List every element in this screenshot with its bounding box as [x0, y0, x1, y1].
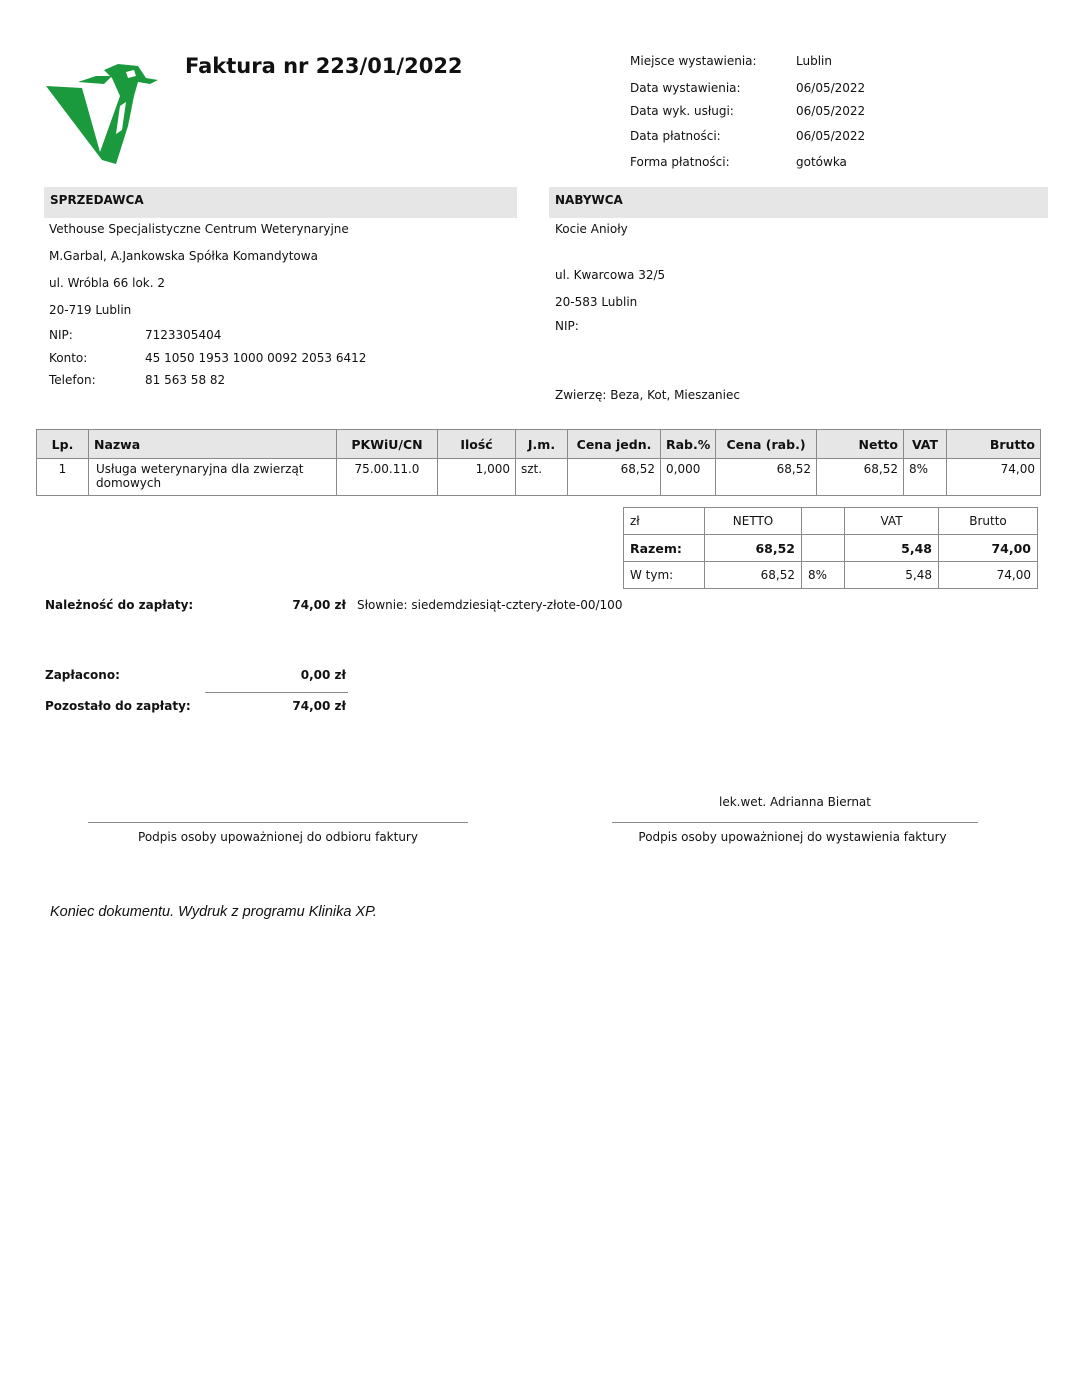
summary-of-which-rate: 8%: [802, 562, 845, 589]
amount-due-label: Należność do zapłaty:: [45, 598, 194, 612]
meta-value-service-date: 06/05/2022: [796, 104, 866, 118]
summary-of-which-row: [624, 562, 1038, 589]
cell-quantity: 1,000: [438, 459, 516, 496]
summary-header-row: [624, 508, 1038, 535]
meta-label-place: Miejsce wystawienia:: [630, 54, 757, 68]
col-header-name: Nazwa: [89, 430, 337, 459]
summary-header-net: NETTO: [705, 508, 802, 535]
issuer-name: lek.wet. Adrianna Biernat: [719, 795, 871, 809]
vat-summary-table: [623, 507, 1038, 589]
paid-value: 0,00 zł: [300, 668, 346, 682]
summary-header-vat: VAT: [845, 508, 939, 535]
summary-total-rate: [802, 535, 845, 562]
cell-unit: szt.: [516, 459, 568, 496]
cell-unit-price: 68,52: [568, 459, 661, 496]
seller-account-label: Konto:: [49, 351, 88, 365]
col-header-quantity: Ilość: [438, 430, 516, 459]
cell-lp: 1: [37, 459, 89, 496]
amount-in-words: Słownie: siedemdziesiąt-cztery-złote-00/100: [357, 598, 623, 612]
document-footer: Koniec dokumentu. Wydruk z programu Klinika XP.: [50, 904, 377, 920]
amount-due-value: 74,00 zł: [292, 598, 346, 612]
summary-total-label: Razem:: [624, 535, 705, 562]
col-header-pkwiu: PKWiU/CN: [337, 430, 438, 459]
meta-label-service-date: Data wyk. usługi:: [630, 104, 734, 118]
cell-name: Usługa weterynaryjna dla zwierząt domowych: [89, 459, 337, 496]
meta-value-payment-date: 06/05/2022: [796, 129, 866, 143]
buyer-name: Kocie Anioły: [555, 222, 628, 236]
buyer-city: 20-583 Lublin: [555, 295, 638, 309]
remaining-value: 74,00 zł: [292, 699, 346, 713]
buyer-nip-label: NIP:: [555, 319, 579, 333]
col-header-vat: VAT: [904, 430, 947, 459]
clinic-logo-icon: [42, 56, 162, 166]
items-header-row: [37, 430, 1041, 459]
invoice-title: Faktura nr 223/01/2022: [185, 54, 463, 78]
meta-value-place: Lublin: [796, 54, 832, 68]
receiver-signature-caption: Podpis osoby upoważnionej do odbioru faktury: [138, 830, 418, 844]
meta-label-issue-date: Data wystawienia:: [630, 81, 741, 95]
col-header-discounted-price: Cena (rab.): [716, 430, 817, 459]
receiver-signature-line: [88, 822, 468, 823]
seller-nip-label: NIP:: [49, 328, 73, 342]
summary-of-which-net: 68,52: [705, 562, 802, 589]
summary-of-which-vat: 5,48: [845, 562, 939, 589]
seller-account: 45 1050 1953 1000 0092 2053 6412: [145, 351, 367, 365]
buyer-street: ul. Kwarcowa 32/5: [555, 268, 666, 282]
table-row: [37, 459, 1041, 496]
seller-street: ul. Wróbla 66 lok. 2: [49, 276, 165, 290]
col-header-unit: J.m.: [516, 430, 568, 459]
cell-gross: 74,00: [947, 459, 1041, 496]
seller-name-1: Vethouse Specjalistyczne Centrum Weterynaryjne: [49, 222, 349, 236]
seller-city: 20-719 Lublin: [49, 303, 132, 317]
col-header-gross: Brutto: [947, 430, 1041, 459]
cell-discount: 0,000: [661, 459, 716, 496]
summary-total-net: 68,52: [705, 535, 802, 562]
meta-value-payment-form: gotówka: [796, 155, 847, 169]
col-header-lp: Lp.: [37, 430, 89, 459]
issuer-signature-line: [612, 822, 978, 823]
meta-label-payment-form: Forma płatności:: [630, 155, 730, 169]
meta-value-issue-date: 06/05/2022: [796, 81, 866, 95]
cell-pkwiu: 75.00.11.0: [337, 459, 438, 496]
col-header-net: Netto: [817, 430, 904, 459]
col-header-unit-price: Cena jedn.: [568, 430, 661, 459]
col-header-discount: Rab.%: [661, 430, 716, 459]
paid-label: Zapłacono:: [45, 668, 120, 682]
summary-header-rate: [802, 508, 845, 535]
summary-header-gross: Brutto: [939, 508, 1038, 535]
seller-phone-label: Telefon:: [49, 373, 96, 387]
summary-total-row: [624, 535, 1038, 562]
issuer-signature-caption: Podpis osoby upoważnionej do wystawienia faktury: [638, 830, 947, 844]
summary-total-vat: 5,48: [845, 535, 939, 562]
summary-of-which-label: W tym:: [624, 562, 705, 589]
paid-divider: [205, 692, 348, 693]
remaining-label: Pozostało do zapłaty:: [45, 699, 191, 713]
seller-name-2: M.Garbal, A.Jankowska Spółka Komandytowa: [49, 249, 318, 263]
cell-net: 68,52: [817, 459, 904, 496]
buyer-animals: Zwierzę: Beza, Kot, Mieszaniec: [555, 388, 740, 402]
summary-currency: zł: [624, 508, 705, 535]
seller-nip: 7123305404: [145, 328, 222, 342]
seller-heading: SPRZEDAWCA: [44, 187, 517, 218]
meta-label-payment-date: Data płatności:: [630, 129, 721, 143]
seller-phone: 81 563 58 82: [145, 373, 226, 387]
cell-discounted-price: 68,52: [716, 459, 817, 496]
summary-of-which-gross: 74,00: [939, 562, 1038, 589]
summary-total-gross: 74,00: [939, 535, 1038, 562]
cell-vat: 8%: [904, 459, 947, 496]
buyer-heading: NABYWCA: [549, 187, 1048, 218]
items-table: [36, 429, 1041, 496]
